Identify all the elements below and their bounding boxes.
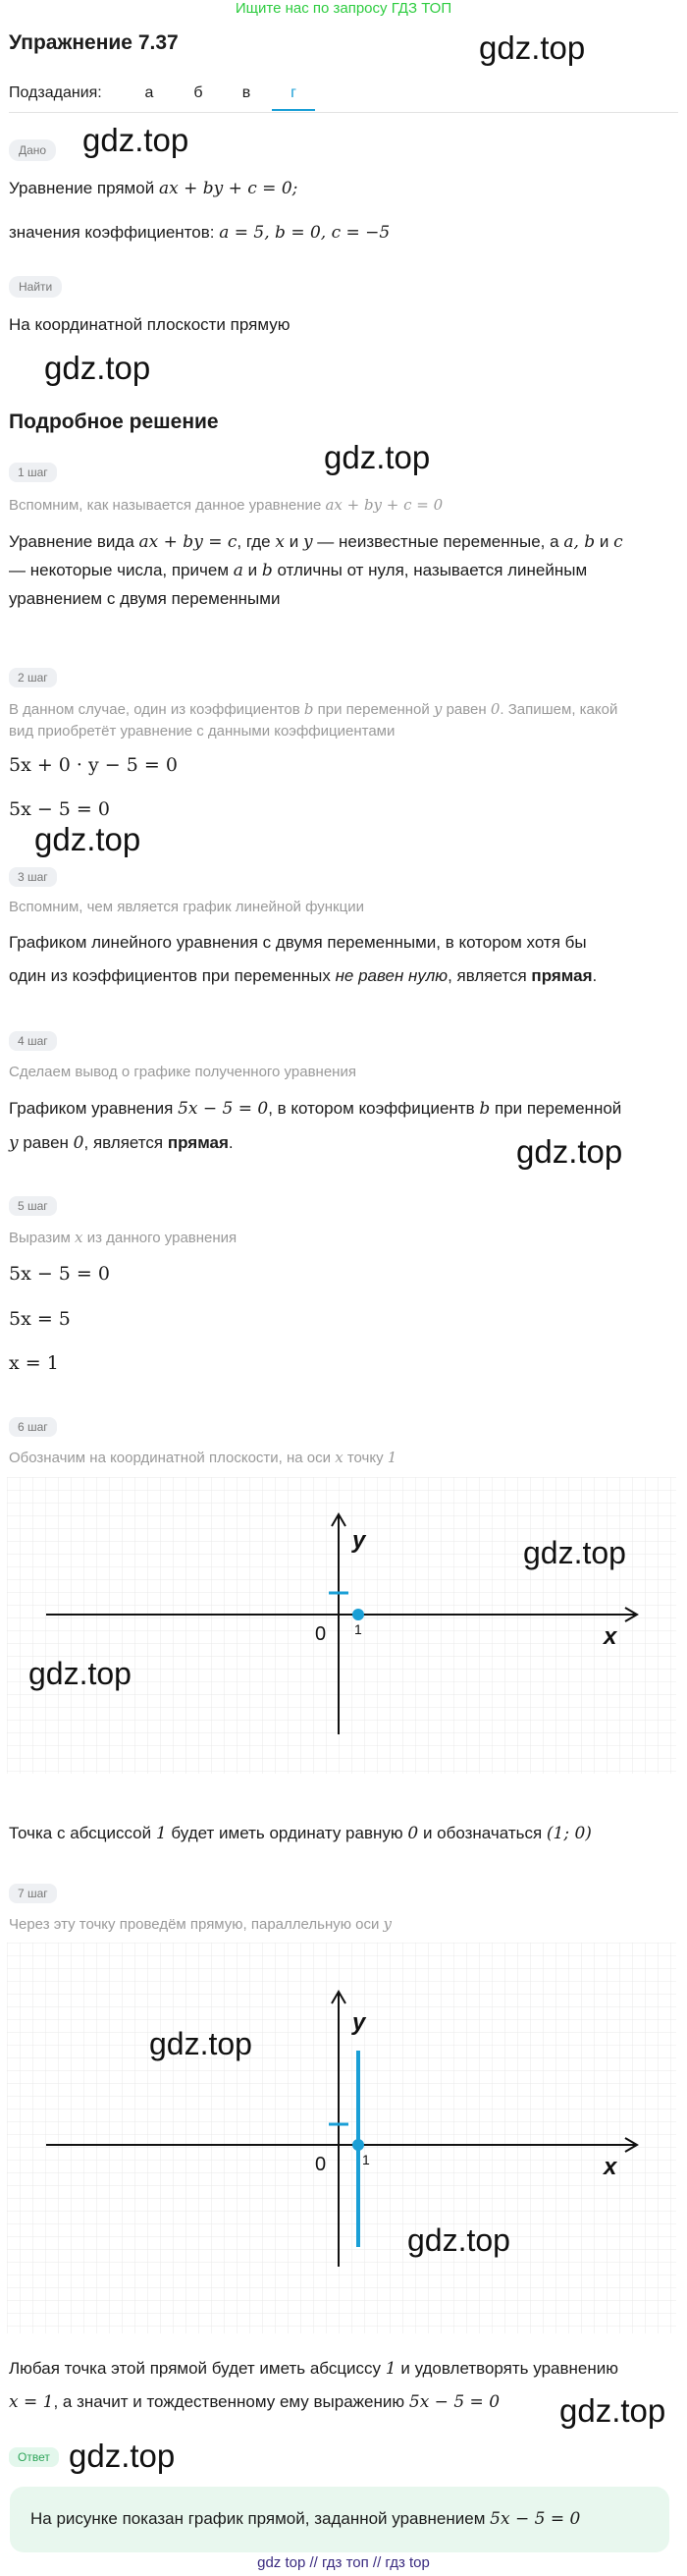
- m: x: [335, 1449, 344, 1466]
- t: точку: [346, 1450, 384, 1466]
- step-7-label: 7 шаг: [9, 1884, 57, 1903]
- answer-text: [30, 2505, 580, 2533]
- origin-label: 0: [315, 2154, 327, 2175]
- t: один из коэффициентов при переменных: [9, 966, 331, 985]
- t: и удовлетворять уравнению: [400, 2359, 618, 2378]
- tab-a[interactable]: а: [144, 84, 154, 101]
- t: и: [247, 561, 258, 579]
- point-1-0: [352, 2139, 364, 2151]
- t: , является: [83, 1133, 164, 1152]
- watermark: gdz.top: [516, 1133, 623, 1170]
- m: x = 1: [9, 2392, 54, 2412]
- given-line-1-math: ax + by + c = 0;: [158, 179, 298, 198]
- t: Через эту точку проведём прямую, параллельную оси: [9, 1916, 380, 1933]
- m: 1: [385, 2359, 396, 2379]
- find-pill: Найти: [9, 276, 62, 298]
- m: x: [75, 1229, 83, 1246]
- watermark: gdz.top: [559, 2392, 666, 2429]
- step-1-label: 1 шаг: [9, 463, 57, 482]
- t: , является: [448, 966, 527, 985]
- t: На рисунке показан график прямой, заданной уравнением: [30, 2509, 486, 2528]
- m: 1: [387, 1449, 397, 1466]
- t: и: [599, 532, 609, 551]
- t: — неизвестные переменные, а: [317, 532, 559, 551]
- step-3-line-1: Графиком линейного уравнения с двумя переменными, в котором хотя бы: [9, 933, 587, 952]
- m: x: [275, 532, 285, 552]
- step-5-eq-3: x = 1: [9, 1352, 59, 1374]
- m: y: [433, 700, 443, 718]
- active-tab-indicator: [272, 109, 315, 111]
- m: 5x − 5 = 0: [490, 2509, 581, 2529]
- watermark: gdz.top: [479, 29, 586, 66]
- m: y: [302, 532, 313, 552]
- step-1-hint-math: ax + by + c = 0: [325, 496, 444, 514]
- watermark: gdz.top: [324, 439, 431, 475]
- step-6-hint: [9, 1447, 396, 1469]
- t: Любая точка этой прямой будет иметь абсциссу: [9, 2359, 382, 2378]
- step-7-hint: [9, 1913, 392, 1936]
- t: отличны от нуля, называется линейным: [277, 561, 588, 579]
- step-3-hint: Вспомним, чем является график линейной функции: [9, 899, 364, 915]
- m: 0: [73, 1133, 84, 1153]
- t: при переменной: [494, 1099, 622, 1118]
- step-5-label: 5 шаг: [9, 1196, 57, 1216]
- answer-pill: Ответ: [9, 2447, 59, 2467]
- page-title: Упражнение 7.37: [9, 31, 179, 54]
- m: 1: [155, 1824, 167, 1843]
- step-1-line-2: [9, 557, 587, 584]
- tabs-divider: [9, 112, 678, 113]
- step-6-label: 6 шаг: [9, 1417, 57, 1437]
- step-5-eq-1: 5x − 5 = 0: [9, 1263, 110, 1285]
- tick-label: 1: [362, 2152, 370, 2167]
- m: b: [261, 561, 273, 580]
- t: — некоторые числа, причем: [9, 561, 230, 579]
- t: , в котором коэффициентв: [268, 1099, 475, 1118]
- graph-step-6: [7, 1477, 676, 1774]
- step-7-after-line-1: [9, 2355, 618, 2383]
- t: В данном случае, один из коэффициентов: [9, 701, 300, 718]
- watermark: gdz.top: [82, 122, 189, 158]
- step-1-line-3: уравнением с двумя переменными: [9, 589, 281, 608]
- m: 0: [490, 700, 501, 718]
- watermark: gdz.top: [69, 2438, 176, 2474]
- t: Выразим: [9, 1230, 71, 1246]
- point-1-0: [352, 1609, 364, 1620]
- t: Обозначим на координатной плоскости, на оси: [9, 1450, 332, 1466]
- y-label: y: [352, 1527, 366, 1554]
- origin-label: 0: [315, 1623, 327, 1645]
- x-label: x: [604, 1623, 617, 1650]
- m: b: [303, 700, 314, 718]
- given-line-1-text: Уравнение прямой: [9, 179, 155, 197]
- t: Графиком уравнения: [9, 1099, 174, 1118]
- m: a, b: [563, 532, 596, 552]
- t: Уравнение вида: [9, 532, 134, 551]
- m: c: [613, 532, 623, 552]
- step-4-line-2: [9, 1129, 234, 1157]
- given-line-2: [9, 219, 390, 247]
- t: из данного уравнения: [86, 1230, 238, 1246]
- t: при переменной: [317, 701, 430, 718]
- step-4-hint: Сделаем вывод о графике полученного уравнения: [9, 1064, 356, 1080]
- m: 5x − 5 = 0: [178, 1099, 269, 1119]
- t: равен: [23, 1133, 69, 1152]
- x-label: x: [604, 2154, 617, 2180]
- step-3-line-2: [9, 962, 597, 990]
- t: . Запишем, какой: [500, 701, 618, 718]
- t: , а значит и тождественному ему выражению: [53, 2392, 405, 2411]
- t: , где: [237, 532, 271, 551]
- given-line-2-math: a = 5, b = 0, c = −5: [219, 223, 391, 243]
- m: y: [9, 1133, 19, 1153]
- find-text: На координатной плоскости прямую: [9, 315, 291, 334]
- step-4-line-1: [9, 1095, 621, 1123]
- step-4-label: 4 шаг: [9, 1031, 57, 1051]
- m: (1; 0): [546, 1824, 592, 1843]
- step-7-after-line-2: [9, 2388, 500, 2416]
- step-6-after: [9, 1820, 592, 1847]
- tab-b[interactable]: б: [193, 84, 203, 101]
- em: не равен нулю: [335, 966, 449, 985]
- graph-step-7: [7, 1943, 676, 2333]
- step-2-eq-2: 5x − 5 = 0: [9, 798, 110, 820]
- step-3-label: 3 шаг: [9, 867, 57, 887]
- tab-g[interactable]: г: [291, 84, 296, 101]
- watermark: gdz.top: [34, 821, 141, 857]
- watermark: gdz.top: [149, 2026, 252, 2061]
- m: y: [383, 1915, 393, 1933]
- given-line-1: [9, 175, 297, 202]
- m: ax + by = c: [138, 532, 238, 552]
- m: 0: [407, 1824, 419, 1843]
- t: .: [228, 1133, 234, 1152]
- tick-label: 1: [354, 1621, 362, 1637]
- watermark: gdz.top: [407, 2222, 510, 2258]
- solution-title: Подробное решение: [9, 411, 219, 433]
- given-line-2-text: значения коэффициентов:: [9, 223, 215, 242]
- m: a: [233, 561, 243, 580]
- m: b: [479, 1099, 491, 1119]
- m: 5x − 5 = 0: [408, 2392, 501, 2412]
- watermark: gdz.top: [44, 350, 151, 386]
- grid: [7, 1943, 676, 2333]
- watermark: gdz.top: [28, 1656, 132, 1691]
- given-pill: Дано: [9, 139, 56, 161]
- t: вид приобретёт уравнение с данными коэффициентами: [9, 723, 396, 740]
- step-5-hint: [9, 1227, 237, 1249]
- step-2-hint: [9, 698, 676, 742]
- step-1-line-1: [9, 528, 623, 556]
- step-5-eq-2: 5x = 5: [9, 1308, 71, 1330]
- step-1-hint: [9, 494, 443, 517]
- t: и обозначаться: [422, 1824, 543, 1842]
- y-label: y: [352, 2009, 366, 2036]
- t: Точка с абсциссой: [9, 1824, 152, 1842]
- watermark: gdz.top: [523, 1535, 626, 1570]
- subtasks-label: Подзадания:: [9, 84, 102, 101]
- step-2-eq-1: 5x + 0 · y − 5 = 0: [9, 754, 178, 776]
- t: будет иметь ординату равную: [171, 1824, 403, 1842]
- footer-links[interactable]: gdz top // гдз топ // гдз top: [257, 2554, 430, 2571]
- t: и: [289, 532, 299, 551]
- step-1-hint-text: Вспомним, как называется данное уравнение: [9, 497, 322, 514]
- grid: [7, 1477, 676, 1774]
- strong: прямая: [167, 1133, 229, 1152]
- tab-v[interactable]: в: [241, 84, 251, 101]
- search-banner[interactable]: Ищите нас по запросу ГДЗ ТОП: [235, 0, 452, 17]
- t: .: [592, 966, 598, 985]
- t: равен: [446, 701, 487, 718]
- strong: прямая: [531, 966, 593, 985]
- step-2-label: 2 шаг: [9, 668, 57, 687]
